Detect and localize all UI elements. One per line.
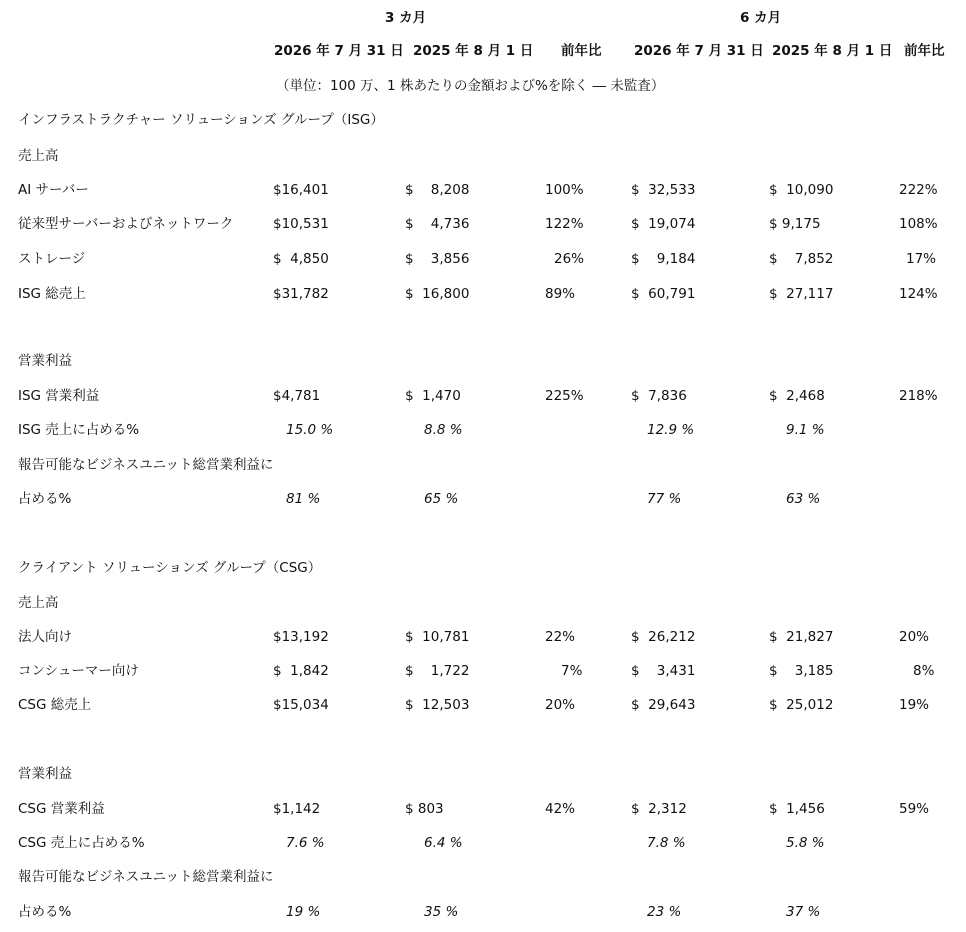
table-cell: 26% — [554, 251, 585, 267]
table-cell: $ 9,184 — [631, 251, 696, 267]
table-cell: $ 2,468 — [769, 388, 825, 404]
table-cell: 65 % — [424, 491, 459, 507]
table-row-label: ISG 売上に占める% — [18, 422, 140, 438]
table-cell: $ 1,722 — [405, 663, 470, 679]
table-cell: $ 4,850 — [273, 251, 329, 267]
table-cell: $15,034 — [273, 697, 329, 713]
table-cell: 23 % — [647, 904, 682, 920]
table-cell: $31,782 — [273, 286, 329, 302]
table-cell: 17% — [906, 251, 937, 267]
table-cell: 7.6 % — [286, 835, 325, 851]
table-cell: $ 4,736 — [405, 216, 470, 232]
isg-op-heading: 営業利益 — [18, 353, 72, 369]
table-cell: 100% — [545, 182, 584, 198]
csg-section-title: クライアント ソリューションズ グループ（CSG） — [18, 560, 322, 576]
table-cell: 218% — [899, 388, 938, 404]
period-3m-header: 3 カ月 — [385, 10, 427, 26]
table-cell: $ 1,842 — [273, 663, 329, 679]
table-cell: 89% — [545, 286, 576, 302]
table-cell: 9.1 % — [786, 422, 825, 438]
table-cell: $4,781 — [273, 388, 321, 404]
table-row-label: コンシューマー向け — [18, 663, 139, 679]
table-cell: $ 32,533 — [631, 182, 696, 198]
table-cell: $ 8,208 — [405, 182, 470, 198]
table-row-label: 占める% — [18, 491, 72, 507]
table-cell: 37 % — [786, 904, 821, 920]
csg-revenue-heading: 売上高 — [18, 595, 59, 611]
table-row-label: 従来型サーバーおよびネットワーク — [18, 216, 234, 232]
table-cell: $ 16,800 — [405, 286, 470, 302]
table-row-label: CSG 売上に占める% — [18, 835, 145, 851]
table-row-label: 報告可能なビジネスユニット総営業利益に — [18, 457, 274, 473]
table-row-label: ISG 総売上 — [18, 286, 86, 302]
table-cell: 22% — [545, 629, 576, 645]
col-2025-6m-header: 2025 年 8 月 1 日 — [772, 43, 893, 59]
table-cell: 15.0 % — [286, 422, 334, 438]
table-cell: 42% — [545, 801, 576, 817]
table-row-label: 占める% — [18, 904, 72, 920]
col-yoy-3m-header: 前年比 — [561, 43, 602, 59]
table-cell: 8% — [913, 663, 935, 679]
table-cell: $ 9,175 — [769, 216, 821, 232]
table-cell: 35 % — [424, 904, 459, 920]
table-cell: $ 7,836 — [631, 388, 687, 404]
table-cell: 122% — [545, 216, 584, 232]
table-cell: $ 2,312 — [631, 801, 687, 817]
col-2025-3m-header: 2025 年 8 月 1 日 — [413, 43, 534, 59]
table-cell: $ 19,074 — [631, 216, 696, 232]
table-cell: $ 1,470 — [405, 388, 461, 404]
table-cell: 77 % — [647, 491, 682, 507]
table-cell: $ 27,117 — [769, 286, 834, 302]
period-6m-header: 6 カ月 — [740, 10, 782, 26]
table-cell: 81 % — [286, 491, 321, 507]
table-cell: 20% — [899, 629, 930, 645]
table-cell: $ 1,456 — [769, 801, 825, 817]
table-cell: 124% — [899, 286, 938, 302]
table-cell: 7% — [561, 663, 583, 679]
isg-section-title: インフラストラクチャー ソリューションズ グループ（ISG） — [18, 112, 384, 128]
isg-revenue-heading: 売上高 — [18, 148, 59, 164]
table-cell: $ 7,852 — [769, 251, 834, 267]
unit-note: （単位：100 万、1 株あたりの金額および%を除く ― 未監査） — [276, 78, 665, 94]
table-cell: $ 26,212 — [631, 629, 696, 645]
table-cell: 108% — [899, 216, 938, 232]
table-cell: $1,142 — [273, 801, 321, 817]
table-row-label: AI サーバー — [18, 182, 89, 198]
table-cell: $ 25,012 — [769, 697, 834, 713]
table-cell: $10,531 — [273, 216, 329, 232]
table-cell: 222% — [899, 182, 938, 198]
col-yoy-6m-header: 前年比 — [904, 43, 945, 59]
table-cell: 7.8 % — [647, 835, 686, 851]
table-cell: 8.8 % — [424, 422, 463, 438]
table-cell: $ 10,090 — [769, 182, 834, 198]
col-2026-6m-header: 2026 年 7 月 31 日 — [634, 43, 764, 59]
table-cell: 225% — [545, 388, 584, 404]
table-cell: 12.9 % — [647, 422, 695, 438]
table-row-label: CSG 総売上 — [18, 697, 92, 713]
table-cell: $13,192 — [273, 629, 329, 645]
table-cell: $ 60,791 — [631, 286, 696, 302]
table-cell: $ 3,431 — [631, 663, 696, 679]
table-cell: $ 29,643 — [631, 697, 696, 713]
table-cell: 6.4 % — [424, 835, 463, 851]
table-cell: 20% — [545, 697, 576, 713]
table-row-label: 報告可能なビジネスユニット総営業利益に — [18, 869, 274, 885]
col-2026-3m-header: 2026 年 7 月 31 日 — [274, 43, 404, 59]
table-row-label: ストレージ — [18, 251, 86, 267]
table-row-label: 法人向け — [18, 629, 72, 645]
table-row-label: ISG 営業利益 — [18, 388, 100, 404]
table-cell: 59% — [899, 801, 930, 817]
table-row-label: CSG 営業利益 — [18, 801, 105, 817]
table-cell: $16,401 — [273, 182, 329, 198]
table-cell: $ 3,856 — [405, 251, 470, 267]
table-cell: 63 % — [786, 491, 821, 507]
csg-op-heading: 営業利益 — [18, 766, 72, 782]
table-cell: $ 21,827 — [769, 629, 834, 645]
table-cell: 19% — [899, 697, 930, 713]
table-cell: 5.8 % — [786, 835, 825, 851]
table-cell: $ 10,781 — [405, 629, 470, 645]
table-cell: $ 803 — [405, 801, 444, 817]
table-cell: $ 3,185 — [769, 663, 834, 679]
table-cell: 19 % — [286, 904, 321, 920]
table-cell: $ 12,503 — [405, 697, 470, 713]
